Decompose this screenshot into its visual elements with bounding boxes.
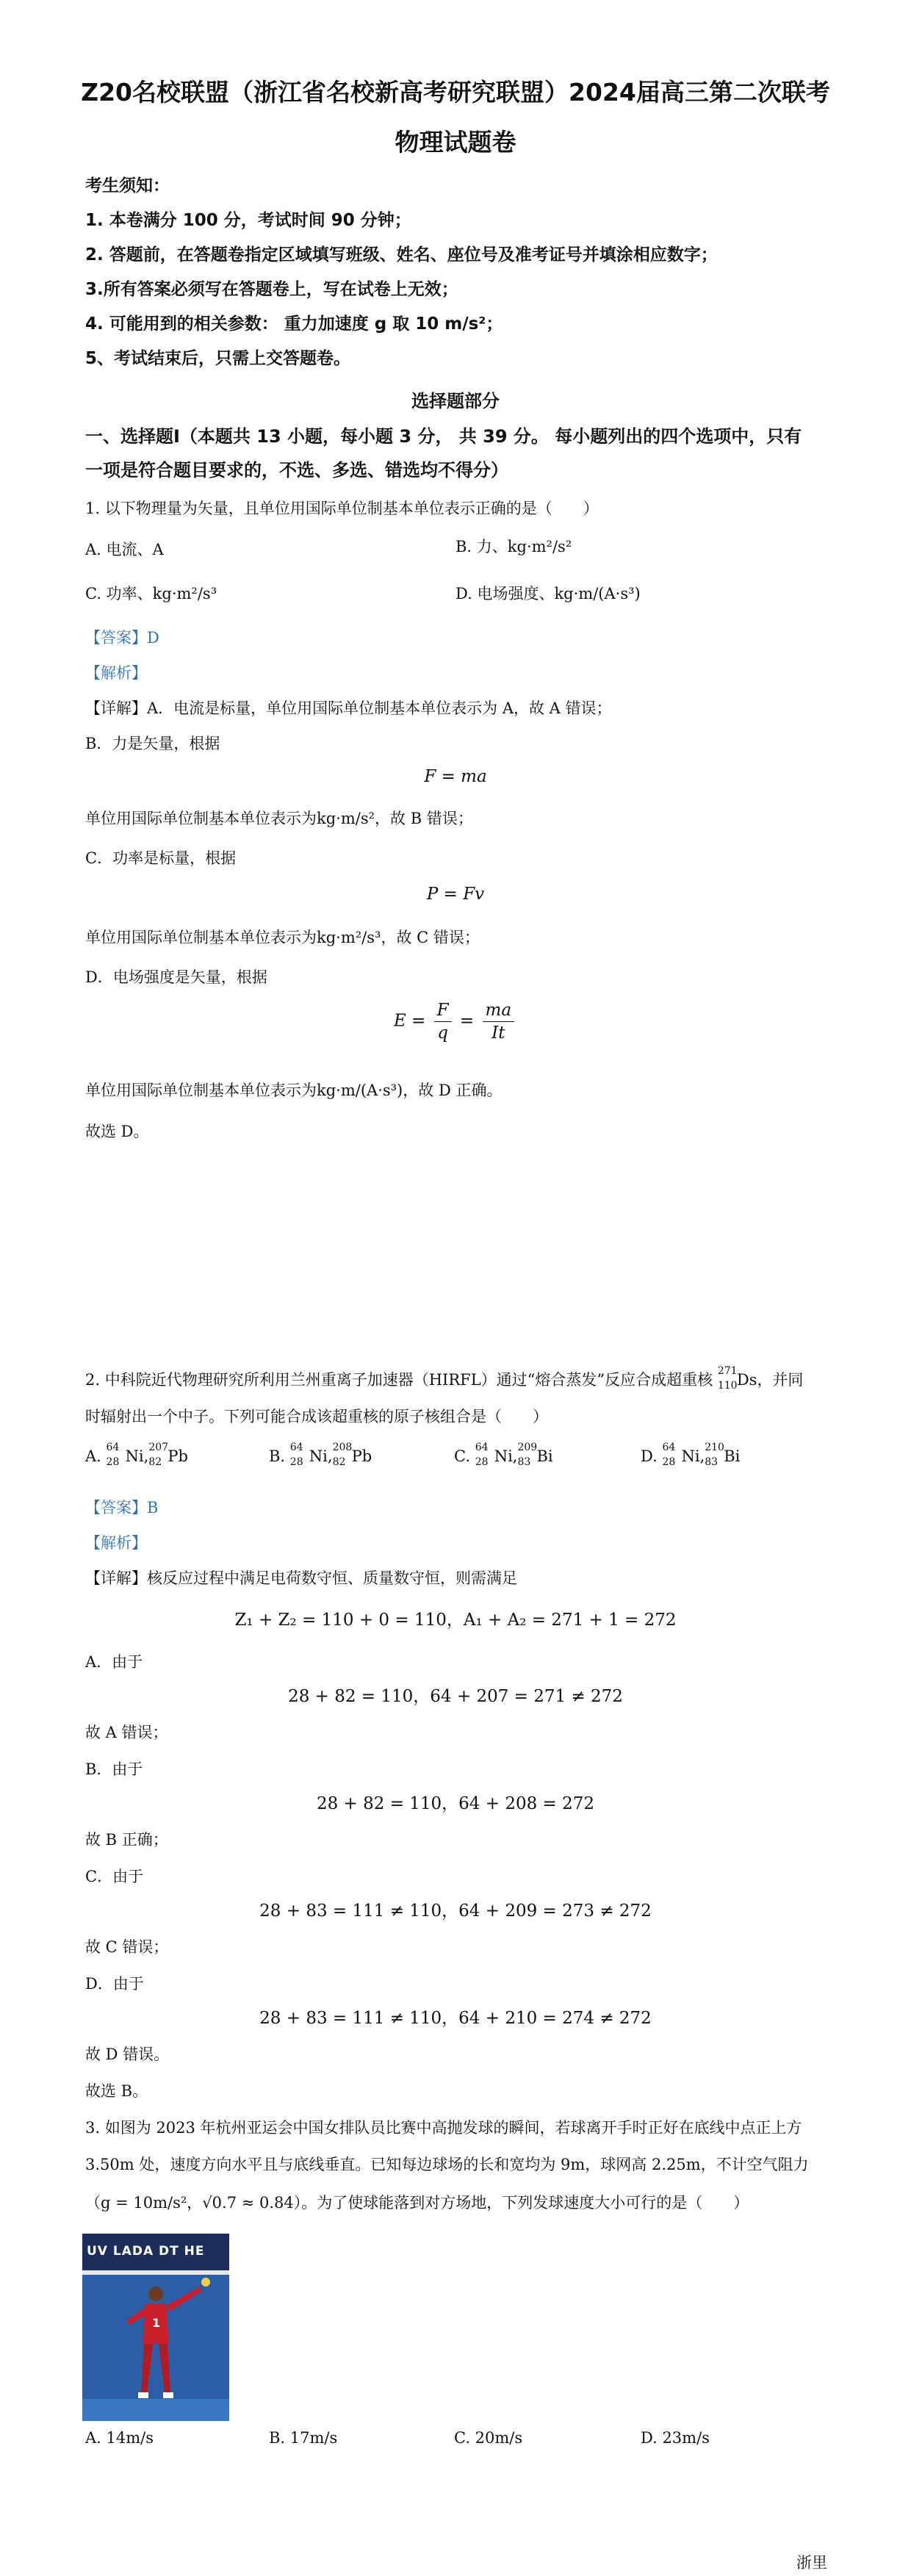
q1-result-d-unit: kg·m/(A·s³) bbox=[317, 1082, 403, 1099]
notice-item: 2. 答题前，在答题卷指定区域填写班级、姓名、座位号及准考证号并填涂相应数字； bbox=[85, 245, 718, 265]
mass-number: 64 bbox=[289, 1442, 303, 1453]
frac-den: q bbox=[437, 1023, 448, 1043]
photo-banner-text: UV LADA DT HE bbox=[87, 2244, 205, 2259]
fraction-ma-over-it bbox=[483, 999, 515, 1044]
q1-option-c-unit: kg·m²/s³ bbox=[152, 585, 217, 602]
atomic-number: 82 bbox=[148, 1456, 162, 1468]
element-symbol: Bi bbox=[536, 1447, 553, 1465]
nuclide bbox=[475, 1442, 513, 1468]
mass-number: 207 bbox=[148, 1442, 169, 1453]
q2-b-result: 故 B 正确； bbox=[85, 1831, 168, 1849]
q2-condition-equation: Z₁ + Z₂ = 110 + 0 = 110，A₁ + A₂ = 271 + 1 = 272 bbox=[234, 1611, 677, 1630]
q2-d-result: 故 D 错误。 bbox=[85, 2046, 170, 2063]
nuclide-ds bbox=[717, 1365, 757, 1392]
q2-stem bbox=[85, 1365, 804, 1392]
mass-number: 64 bbox=[106, 1442, 120, 1453]
element-symbol: Ni bbox=[681, 1447, 700, 1465]
q1-result-b-text: 单位用国际单位制基本单位表示为 bbox=[85, 810, 317, 827]
footer-corner-text: 浙里 bbox=[796, 2554, 827, 2572]
atomic-number: 28 bbox=[106, 1456, 120, 1468]
mass-number: 271 bbox=[717, 1365, 738, 1377]
q2-option-d: D. 64 28 Ni, 210 83 Bi bbox=[641, 1442, 741, 1468]
frac-num: ma bbox=[483, 999, 515, 1022]
volleyball-serve-photo bbox=[82, 2234, 229, 2421]
q1-option-d-label: D. 电场强度、 bbox=[455, 585, 555, 602]
mass-number: 208 bbox=[332, 1442, 353, 1453]
notice-item: 5、考试结束后，只需上交答题卷。 bbox=[85, 349, 351, 368]
atomic-number: 28 bbox=[475, 1456, 489, 1468]
q2-option-b: B. 64 28 Ni, 208 82 Pb bbox=[269, 1442, 372, 1468]
q1-detail-a: 【详解】A．电流是标量，单位用国际单位制基本单位表示为 A，故 A 错误； bbox=[85, 699, 612, 717]
q3-option-b: B. 17m/s bbox=[269, 2429, 338, 2447]
q3-option-d: D. 23m/s bbox=[641, 2429, 710, 2447]
nuclide bbox=[662, 1442, 700, 1468]
q1-option-b-label: B. 力、 bbox=[455, 538, 508, 555]
q2-a-due: A．由于 bbox=[85, 1653, 143, 1671]
q1-option-b bbox=[455, 535, 572, 557]
nuclide bbox=[148, 1442, 188, 1468]
q2-stem-text: 2. 中科院近代物理研究所利用兰州重离子加速器（HIRFL）通过“熔合蒸发”反应合成超重核 bbox=[85, 1371, 713, 1389]
q3-stem-line2: 3.50m 处，速度方向水平且与底线垂直。已知每边球场的长和宽均为 9m，球网高 2.25m，不计空气阻力 bbox=[85, 2156, 809, 2173]
element-symbol: Bi bbox=[724, 1447, 741, 1465]
atomic-number: 28 bbox=[662, 1456, 676, 1468]
q1-result-d bbox=[85, 1079, 502, 1101]
q3-option-a: A. 14m/s bbox=[85, 2429, 154, 2447]
q2-detail: 【详解】核反应过程中满足电荷数守恒、质量数守恒，则需满足 bbox=[85, 1569, 517, 1587]
q3-stem-line3: （g = 10m/s²，√0.7 ≈ 0.84）。为了使球能落到对方场地，下列发球速度大小可行的是（ ） bbox=[85, 2194, 749, 2212]
atomic-number: 82 bbox=[332, 1456, 346, 1468]
q1-conclusion: 故选 D。 bbox=[85, 1123, 149, 1140]
mass-number: 209 bbox=[517, 1442, 538, 1453]
q2-analysis-label: 【解析】 bbox=[85, 1534, 147, 1552]
nuclide bbox=[517, 1442, 553, 1468]
q1-result-d-text: 单位用国际单位制基本单位表示为 bbox=[85, 1082, 317, 1099]
notice-heading: 考生须知： bbox=[85, 176, 170, 195]
element-symbol: Pb bbox=[351, 1447, 372, 1465]
mass-number: 64 bbox=[475, 1442, 489, 1453]
q1-option-b-unit: kg·m²/s² bbox=[507, 538, 572, 555]
q2-option-c: C. 64 28 Ni, 209 83 Bi bbox=[454, 1442, 553, 1468]
atomic-number: 28 bbox=[289, 1456, 303, 1468]
q2-b-due: B．由于 bbox=[85, 1760, 143, 1778]
frac-den: It bbox=[491, 1023, 505, 1043]
q1-result-d-end: ，故 D 正确。 bbox=[403, 1082, 503, 1099]
atomic-number: 83 bbox=[705, 1456, 719, 1468]
element-symbol: Ds bbox=[736, 1371, 757, 1389]
q1-analysis-label: 【解析】 bbox=[85, 664, 147, 682]
q1-result-b-end: ，故 B 错误； bbox=[375, 810, 473, 827]
q1-option-d-unit: kg·m/(A·s³) bbox=[554, 585, 641, 602]
eq-d-lhs: E = bbox=[393, 1011, 426, 1031]
mass-number: 210 bbox=[705, 1442, 724, 1453]
nuclide bbox=[106, 1442, 144, 1468]
q1-detail-b: B．力是矢量，根据 bbox=[85, 735, 220, 752]
notice-item: 1. 本卷满分 100 分，考试时间 90 分钟； bbox=[85, 211, 411, 230]
element-symbol: Ni bbox=[309, 1447, 328, 1465]
q2-stem-end: ，并同 bbox=[757, 1371, 804, 1389]
q2-answer: 【答案】B bbox=[85, 1499, 159, 1517]
frac-num: F bbox=[434, 999, 452, 1022]
q1-result-c-unit: kg·m²/s³ bbox=[317, 929, 381, 946]
element-symbol: Pb bbox=[168, 1447, 188, 1465]
eq-d-equals: = bbox=[459, 1011, 475, 1031]
nuclide bbox=[705, 1442, 741, 1468]
option-label: C. bbox=[454, 1447, 470, 1465]
option-label: D. bbox=[641, 1447, 658, 1465]
element-symbol: Ni bbox=[125, 1447, 144, 1465]
q1-detail-c: C．功率是标量，根据 bbox=[85, 849, 237, 867]
q3-stem-line1: 3. 如图为 2023 年杭州亚运会中国女排队员比赛中高抛发球的瞬间，若球离开手时正好在底线中点正上方 bbox=[85, 2119, 802, 2137]
q2-d-due: D．由于 bbox=[85, 1975, 144, 1993]
q1-equation-d bbox=[0, 999, 911, 1044]
q1-result-b bbox=[85, 807, 473, 829]
jersey-number: 1 bbox=[152, 2316, 161, 2330]
atomic-number: 83 bbox=[517, 1456, 531, 1468]
nuclide bbox=[332, 1442, 372, 1468]
q2-conclusion: 故选 B。 bbox=[85, 2082, 148, 2100]
q2-a-equation: 28 + 82 = 110，64 + 207 = 271 ≠ 272 bbox=[288, 1687, 623, 1706]
q1-option-c-label: C. 功率、 bbox=[85, 585, 153, 602]
option-label: A. bbox=[85, 1447, 101, 1465]
part-heading-cont: 一项是符合题目要求的，不选、多选、错选均不得分） bbox=[85, 460, 508, 481]
q1-option-d bbox=[455, 582, 641, 604]
fraction-f-over-q bbox=[434, 999, 452, 1044]
q1-result-b-unit: kg·m/s² bbox=[317, 810, 375, 827]
mass-number: 64 bbox=[662, 1442, 676, 1453]
q2-stem-line2: 时辐射出一个中子。下列可能合成该超重核的原子核组合是（ ） bbox=[85, 1408, 548, 1425]
q1-option-a: A. 电流、A bbox=[85, 541, 164, 558]
q1-stem: 1. 以下物理量为矢量，且单位用国际单位制基本单位表示正确的是（ ） bbox=[85, 500, 599, 517]
part-heading: 一、选择题Ⅰ（本题共 13 小题，每小题 3 分， 共 39 分。 每小题列出的四个选项中，只有 bbox=[85, 426, 802, 447]
q2-option-a: A. 64 28 Ni, 207 82 Pb bbox=[85, 1442, 188, 1468]
q1-equation-c: P = Fv bbox=[426, 885, 485, 904]
q2-c-equation: 28 + 83 = 111 ≠ 110，64 + 209 = 273 ≠ 272 bbox=[259, 1902, 652, 1921]
page-title: Z20名校联盟（浙江省名校新高考研究联盟）2024届高三第二次联考 bbox=[81, 78, 830, 107]
q1-result-c bbox=[85, 926, 480, 948]
page-subtitle: 物理试题卷 bbox=[395, 128, 516, 156]
atomic-number: 110 bbox=[717, 1380, 738, 1392]
q2-a-result: 故 A 错误； bbox=[85, 1724, 168, 1741]
q2-c-result: 故 C 错误； bbox=[85, 1938, 169, 1956]
q3-option-c: C. 20m/s bbox=[454, 2429, 523, 2447]
q2-b-equation: 28 + 82 = 110，64 + 208 = 272 bbox=[316, 1794, 595, 1813]
q1-option-c bbox=[85, 582, 217, 604]
q2-d-equation: 28 + 83 = 111 ≠ 110，64 + 210 = 274 ≠ 272 bbox=[259, 2009, 652, 2028]
nuclide bbox=[289, 1442, 328, 1468]
q1-result-c-end: ，故 C 错误； bbox=[381, 929, 480, 946]
section-title: 选择题部分 bbox=[411, 391, 500, 411]
option-label: B. bbox=[269, 1447, 286, 1465]
q1-detail-d: D．电场强度是矢量，根据 bbox=[85, 968, 267, 986]
element-symbol: Ni bbox=[494, 1447, 513, 1465]
q1-result-c-text: 单位用国际单位制基本单位表示为 bbox=[85, 929, 317, 946]
notice-item: 4. 可能用到的相关参数： 重力加速度 g 取 10 m/s²； bbox=[85, 314, 503, 334]
q1-answer: 【答案】D bbox=[85, 629, 159, 647]
q2-c-due: C．由于 bbox=[85, 1868, 144, 1885]
notice-item: 3.所有答案必须写在答题卷上，写在试卷上无效； bbox=[85, 280, 458, 299]
q1-equation-b: F = ma bbox=[424, 767, 487, 786]
